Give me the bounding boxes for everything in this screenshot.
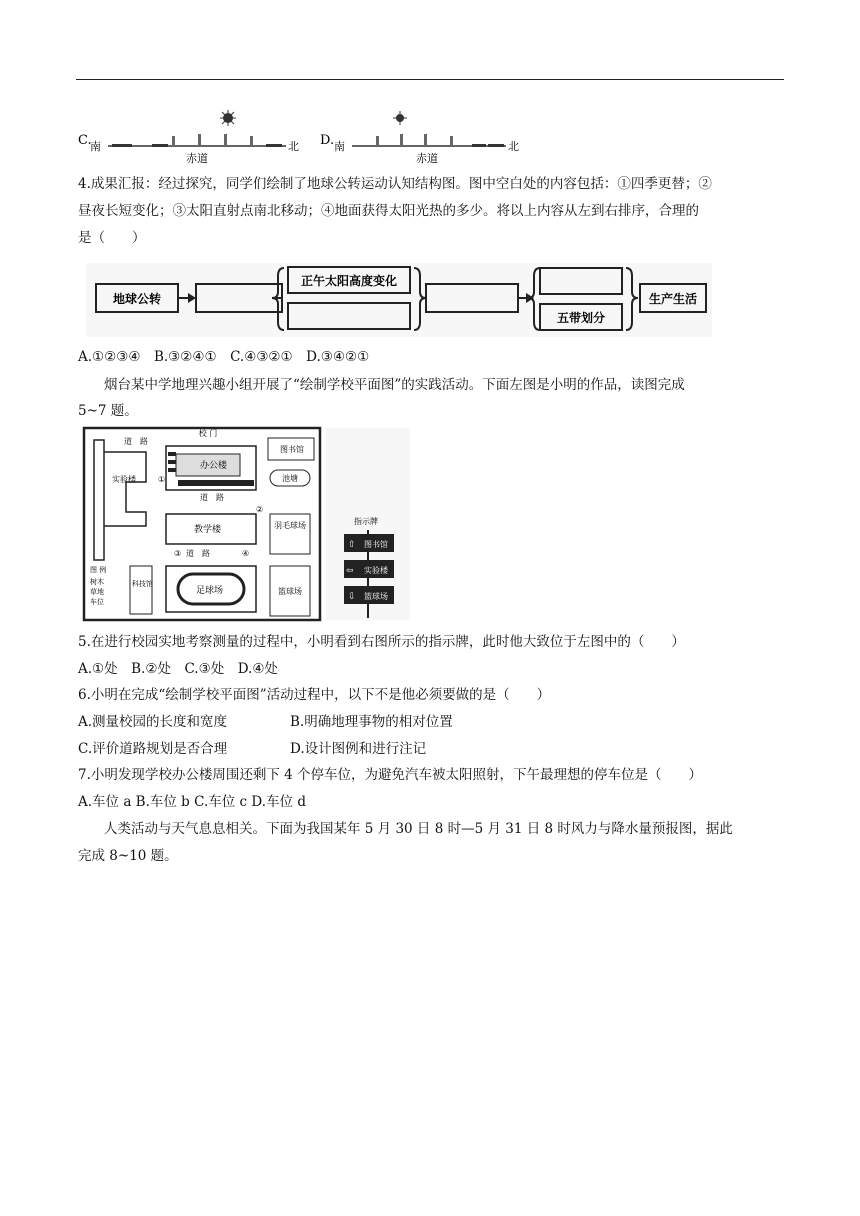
sign-library-label: 图书馆 (364, 540, 388, 549)
q4-line1: 4.成果汇报：经过探究，同学们绘制了地球公转运动认知结构图。图中空白处的内容包括：①四季更替；② (78, 176, 712, 192)
marker-3: ③ (174, 549, 182, 558)
sign-title: 指示牌 (354, 517, 378, 526)
equator-label-c: 赤道 (186, 152, 208, 164)
q4-structure-diagram (84, 262, 714, 338)
school-map (82, 426, 412, 622)
q4-line2: 昼夜长短变化；③太阳直射点南北移动；④地面获得太阳光热的多少。将以上内容从左到右排序，合理的 (78, 203, 699, 219)
north-label-d: 北 (508, 140, 519, 153)
south-label-c: 南 (90, 140, 101, 153)
option-d-label: D. (320, 133, 335, 148)
q4-line3: 是（ ） (78, 230, 146, 246)
option-c-label: C. (78, 133, 92, 148)
q4-options: A.①②③④ B.③②④① C.④③②① D.③④②① (78, 349, 370, 365)
intro-8-10-line2: 完成 8~10 题。 (78, 848, 178, 864)
q6-option-d: D.设计图例和进行注记 (290, 741, 427, 757)
equator-label-d: 赤道 (416, 152, 438, 164)
q5-options: A.①处 B.②处 C.③处 D.④处 (78, 661, 278, 677)
legend-grass: 草地 (90, 588, 104, 596)
road-label-top: 道 路 (124, 437, 148, 446)
road-label-mid: 道 路 (200, 493, 224, 502)
sign-basketball-label: 篮球场 (364, 592, 388, 601)
box-earth-revolution-label: 地球公转 (112, 292, 162, 306)
q5-text: 5.在进行校园实地考察测量的过程中，小明看到右图所示的指示牌，此时他大致位于左图中的（ ） (78, 634, 685, 650)
pond-label: 池塘 (282, 474, 298, 483)
marker-4: ④ (242, 549, 250, 558)
sign-lab-label: 实验楼 (364, 566, 388, 575)
legend-tree: 树木 (90, 578, 104, 586)
intro-8-10-line1: 人类活动与天气息息相关。下面为我国某年 5 月 30 日 8 时—5 月 31 日 8 时风力与降水量预报图，据此 (104, 821, 733, 837)
legend-parking: 车位 (90, 598, 104, 606)
library-label: 图书馆 (280, 445, 304, 454)
q6-option-c: C.评价道路规划是否合理 (78, 741, 228, 757)
south-label-d: 南 (334, 140, 345, 153)
lab-building-label: 实验楼 (112, 475, 136, 484)
arrow-down-icon: ⇩ (348, 592, 356, 602)
q6-option-b: B.明确地理事物的相对位置 (290, 714, 453, 730)
q6-text: 6.小明在完成“绘制学校平面图”活动过程中，以下不是他必须要做的是（ ） (78, 687, 551, 703)
basketball-label: 篮球场 (278, 587, 302, 596)
badminton-label: 羽毛球场 (274, 521, 306, 530)
north-label-c: 北 (288, 140, 299, 153)
marker-1: ① (158, 475, 166, 484)
box-five-zones-label: 五带划分 (556, 311, 606, 325)
football-label: 足球场 (196, 586, 224, 596)
intro-5-7-line2: 5~7 题。 (78, 403, 138, 419)
box-noon-sun-label: 正午太阳高度变化 (300, 274, 398, 288)
arrow-up-icon: ⇧ (348, 540, 356, 550)
arrow-left-icon: ⇦ (346, 566, 354, 576)
q6-option-a: A.测量校园的长度和宽度 (78, 714, 228, 730)
q7-text: 7.小明发现学校办公楼周围还剩下 4 个停车位，为避免汽车被太阳照射，下午最理想的停车位是（ ） (78, 767, 703, 783)
header-rule (76, 79, 784, 80)
road-label-low: 道 路 (186, 549, 210, 558)
science-label: 科技馆 (132, 580, 153, 588)
option-c-d-figures (76, 104, 536, 164)
intro-5-7-line1: 烟台某中学地理兴趣小组开展了“绘制学校平面图”的实践活动。下面左图是小明的作品，读图完成 (104, 377, 685, 393)
legend-title: 图 例 (90, 566, 107, 574)
gate-label: 校 门 (198, 429, 218, 438)
q7-options: A.车位 a B.车位 b C.车位 c D.车位 d (78, 794, 306, 810)
marker-2: ② (256, 505, 264, 514)
box-production-life-label: 生产生活 (648, 292, 698, 306)
office-label: 办公楼 (200, 461, 228, 471)
teaching-label: 教学楼 (194, 525, 222, 535)
